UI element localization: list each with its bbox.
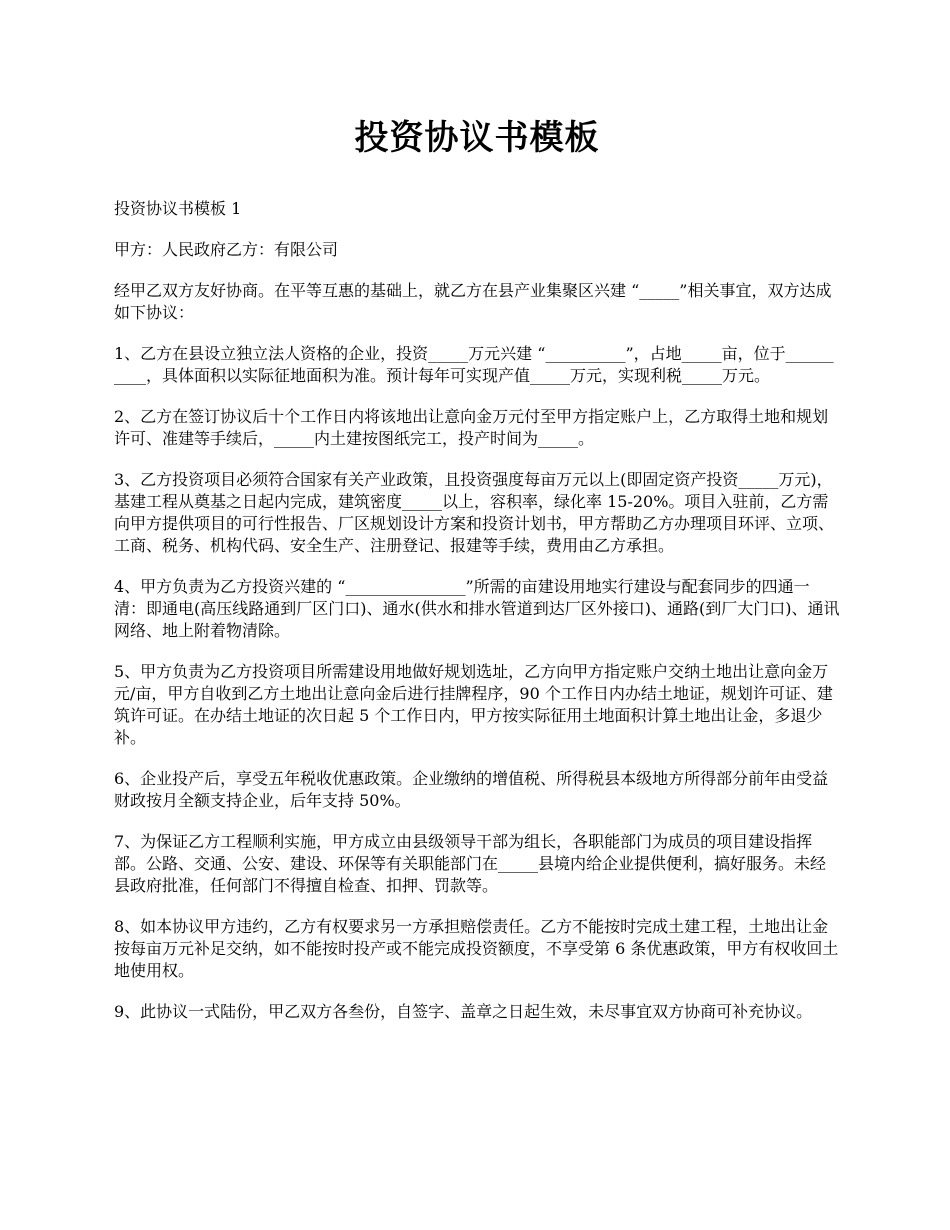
clause-7-paragraph: 7、为保证乙方工程顺利实施，甲方成立由县级领导干部为组长，各职能部门为成员的项目建设指挥部。公路、交通、公安、建设、环保等有关职能部门在_____县境内给企业提供便利，搞好服务。未经县政府批准，任何部门不得擅自检查、扣押、罚款等。 bbox=[114, 832, 827, 895]
document-title: 投资协议书模板 bbox=[354, 118, 600, 158]
clause-3-paragraph: 3、乙方投资项目必须符合国家有关产业政策，且投资强度每亩万元以上(即固定资产投资_____万元)，基建工程从奠基之日起内完成，建筑密度_____以上，容积率，绿化率 15-20%。项目入驻前，乙方需向甲方提供项目的可行性报告、厂区规划设计方案和投资计划书，甲方帮助乙方办理项目环评、立项、工商、税务、机构代码、安全生产、注册登记、报建等手续，费用由乙方承担。 bbox=[114, 470, 835, 555]
parties-paragraph: 甲方：人民政府乙方：有限公司 bbox=[114, 240, 339, 259]
clause-1-paragraph: 1、乙方在县设立独立法人资格的企业，投资_____万元兴建 “__________”，占地_____亩，位于__________，具体面积以实际征地面积为准。预计每年可实现产值_____万元，实现利税_____万元。 bbox=[114, 344, 834, 385]
clause-4-paragraph: 4、甲方负责为乙方投资兴建的 “_______________”所需的亩建设用地实行建设与配套同步的四通一清：即通电(高压线路通到厂区门口)、通水(供水和排水管道到达厂区外接口)、通路(到厂大门口)、通讯网络、地上附着物清除。 bbox=[114, 577, 840, 640]
clause-8-paragraph: 8、如本协议甲方违约，乙方有权要求另一方承担赔偿责任。乙方不能按时完成土建工程，土地出让金按每亩万元补足交纳，如不能按时投产或不能完成投资额度，不享受第 6 条优惠政策，甲方有权收回土地使用权。 bbox=[114, 917, 839, 980]
subtitle-paragraph: 投资协议书模板 1 bbox=[114, 199, 242, 218]
clause-5-paragraph: 5、甲方负责为乙方投资项目所需建设用地做好规划选址，乙方向甲方指定账户交纳土地出让意向金万元/亩，甲方自收到乙方土地出让意向金后进行挂牌程序，90 个工作日内办结土地证，规划许可证、建筑许可证。在办结土地证的次日起 5 个工作日内，甲方按实际征用土地面积计算土地出让金，多退少补。 bbox=[114, 662, 833, 747]
clause-2-paragraph: 2、乙方在签订协议后十个工作日内将该地出让意向金万元付至甲方指定账户上，乙方取得土地和规划许可、准建等手续后，_____内土建按图纸完工，投产时间为_____。 bbox=[114, 407, 829, 448]
preamble-paragraph: 经甲乙双方友好协商。在平等互惠的基础上，就乙方在县产业集聚区兴建 “_____”相关事宜，双方达成如下协议： bbox=[114, 281, 832, 322]
clause-9-paragraph: 9、此协议一式陆份，甲乙双方各叁份，自签字、盖章之日起生效，未尽事宜双方协商可补充协议。 bbox=[114, 1002, 813, 1021]
document-page bbox=[114, 110, 840, 1042]
clause-6-paragraph: 6、企业投产后，享受五年税收优惠政策。企业缴纳的增值税、所得税县本级地方所得部分前年由受益财政按月全额支持企业，后年支持 50%。 bbox=[114, 769, 829, 810]
